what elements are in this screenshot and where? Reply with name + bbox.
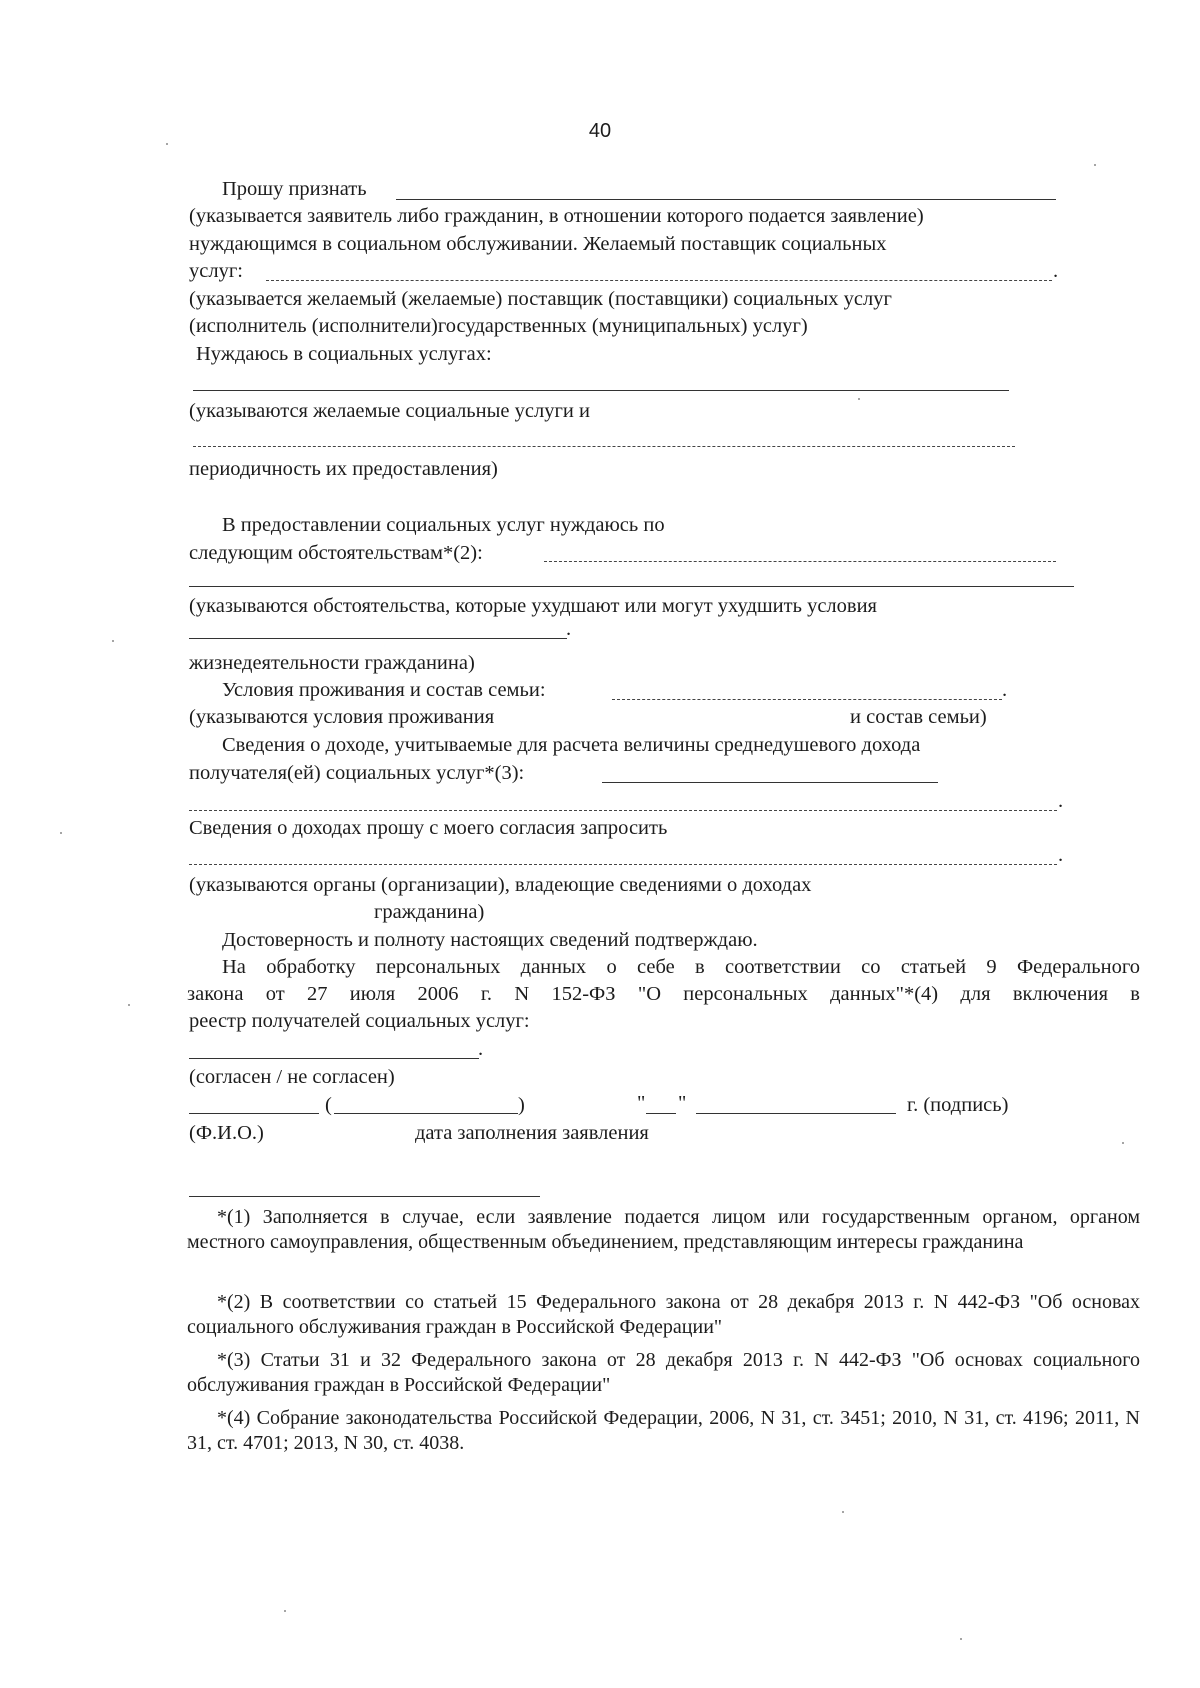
applicant-field-line xyxy=(396,199,1056,200)
living-conditions-field-line xyxy=(612,699,1002,700)
scan-speck xyxy=(1094,164,1096,166)
organs-field-line xyxy=(189,864,1057,865)
confirm-line: Достоверность и полноту настоящих сведений подтверждаю. xyxy=(222,929,758,951)
consent-line-1: На обработку персональных данных о себе в соответствии со статьей 9 Федерального xyxy=(222,956,1140,978)
applicant-hint: (указывается заявитель либо гражданин, в отношении которого подается заявление) xyxy=(189,205,924,227)
consent-hint: (согласен / не согласен) xyxy=(189,1066,395,1088)
consent-line-3: реестр получателей социальных услуг: xyxy=(189,1010,530,1032)
consent-field-line xyxy=(189,1058,479,1059)
income-line-1: Сведения о доходе, учитываемые для расчета величины среднедушевого дохода xyxy=(222,734,921,756)
circumstances-field-line xyxy=(544,561,1056,562)
income-line-2: получателя(ей) социальных услуг*(3): xyxy=(189,762,525,784)
services-hint-2: периодичность их предоставления) xyxy=(189,458,498,480)
circumstances-line-2: следующим обстоятельствам*(2): xyxy=(189,542,483,564)
provider-hint-1: (указывается желаемый (желаемые) поставщик (поставщики) социальных услуг xyxy=(189,288,892,310)
income-field-line-2 xyxy=(189,810,1057,811)
living-hint-left: (указываются условия проживания xyxy=(189,706,495,728)
circumstances-hint-2: жизнедеятельности гражданина) xyxy=(189,652,475,674)
footnote-2: *(2) В соответствии со статьей 15 Федерального закона от 28 декабря 2013 г. N 442-ФЗ "Об основах социального обслуживания граждан в Российской Федерации" xyxy=(187,1291,1140,1338)
organs-hint-2: гражданина) xyxy=(374,901,485,923)
month-field-line xyxy=(696,1113,896,1114)
footnote-3: *(3) Статьи 31 и 32 Федерального закона от 28 декабря 2013 г. N 442-ФЗ "Об основах социального обслуживания граждан в Российской Федерации" xyxy=(187,1349,1140,1396)
fio-label: (Ф.И.О.) xyxy=(189,1122,264,1144)
fio-field-line xyxy=(189,1113,319,1114)
signature-field-line xyxy=(334,1113,518,1114)
footnote-separator xyxy=(189,1196,540,1197)
scan-speck xyxy=(60,832,62,834)
provider-hint-2: (исполнитель (исполнители)государственных (муниципальных) услуг) xyxy=(189,315,808,337)
organs-hint-1: (указываются органы (организации), владеющие сведениями о доходах xyxy=(189,874,812,896)
living-conditions-label: Условия проживания и состав семьи: xyxy=(222,679,546,701)
needy-line: нуждающимся в социальном обслуживании. Желаемый поставщик социальных xyxy=(189,233,887,255)
year-signature-label: г. (подпись) xyxy=(907,1094,1009,1116)
page-number: 40 xyxy=(588,120,612,142)
living-hint-right: и состав семьи) xyxy=(850,706,987,728)
scan-speck xyxy=(166,143,168,145)
scan-speck xyxy=(128,1004,130,1006)
day-field-line xyxy=(646,1113,676,1114)
circumstances-field-line-3 xyxy=(189,638,567,639)
services-label: услуг: xyxy=(189,260,243,282)
circumstances-field-line-2 xyxy=(189,586,1074,587)
provider-field-line xyxy=(266,280,1052,281)
footnote-1: *(1) Заполняется в случае, если заявление подается лицом или государственным органом, органом местного самоуправления, общественным объединением, представляющим интересы гражданина xyxy=(187,1206,1140,1253)
scan-speck xyxy=(960,1638,962,1640)
scan-speck xyxy=(858,398,860,400)
income-field-line xyxy=(602,782,938,783)
scan-speck xyxy=(1122,1142,1124,1144)
services-field-line xyxy=(193,390,1009,391)
quote-open: " xyxy=(637,1092,646,1114)
scan-speck xyxy=(284,1610,286,1612)
open-paren: ( xyxy=(325,1094,332,1116)
periodicity-field-line xyxy=(193,446,1015,447)
quote-close: " xyxy=(678,1092,687,1114)
request-prefix: Прошу признать xyxy=(222,178,367,200)
footnote-4: *(4) Собрание законодательства Российской Федерации, 2006, N 31, ст. 3451; 2010, N 31, ст. 4196; 2011, N 31, ст. 4701; 2013, N 30, ст. 4038. xyxy=(187,1407,1140,1454)
circumstances-hint-1: (указываются обстоятельства, которые ухудшают или могут ухудшить условия xyxy=(189,595,877,617)
services-hint-1: (указываются желаемые социальные услуги и xyxy=(189,400,590,422)
income-request: Сведения о доходах прошу с моего согласия запросить xyxy=(189,817,668,839)
date-label: дата заполнения заявления xyxy=(415,1122,649,1144)
scan-speck xyxy=(112,640,114,642)
need-services-label: Нуждаюсь в социальных услугах: xyxy=(196,343,492,365)
scan-speck xyxy=(842,1511,844,1513)
close-paren: ) xyxy=(518,1094,525,1116)
circumstances-line-1: В предоставлении социальных услуг нуждаюсь по xyxy=(222,514,665,536)
consent-line-2: закона от 27 июля 2006 г. N 152-ФЗ "О персональных данных"*(4) для включения в xyxy=(187,983,1140,1005)
document-page: 40 Прошу признать (указывается заявитель либо гражданин, в отношении которого подается заявление) нуждающимся в социальном обслуживании. Желаемый поставщик социальных услуг: . (указывается желаемый (желаемые) поставщик (поставщики) социальных услуг (исполнитель (исполнители)государственных (муниципальных) услуг) Нуждаюсь в социальных услугах: (указываются желаемые социальные услуги и периодичность их предоставления) В предоставлении социальных услуг нуждаюсь по следующим обстоятельствам*(2): (указываются обстоятельства, которые ухудшают или могут ухудшить условия . жизнедеятельности гражданина) Условия проживания и состав семьи: . (указываются условия проживания и состав семьи) Сведения о доходе, учитываемые для расчета величины среднедушевого дохода получателя(ей) социальных услуг*(3): . Сведения о доходах прошу с моего согласия запросить . (указываются органы (организации), владеющие сведениями о доходах гражданина) Достоверность и полноту настоящих сведений подтверждаю. На обработку персональных данных о себе в соответствии со статьей 9 Федерального закона от 27 июля 2006 г. N 152-ФЗ "О персональных данных"*(4) для включения в реестр получателей социальных услуг: . (согласен / не согласен) ( ) " " г. (подпись) (Ф.И.О.) дата заполнения заявления *(1) Заполняется в случае, если заявление подается лицом или государственным органом, органом местного самоуправления, общественным объединением, представляющим интересы гражданина *(2) В соответствии со статьей 15 Федерального закона от 28 декабря 2013 г. N 442-ФЗ "Об основах социального обслуживания граждан в Российской Федерации" *(3) Статьи 31 и 32 Федерального закона от 28 декабря 2013 г. N 442-ФЗ "Об основах социального обслуживания граждан в Российской Федерации" *(4) Собрание законодательства Российской Федерации, 2006, N 31, ст. 3451; 2010, N 31, ст. 4196; 2011, N 31, ст. 4701; 2013, N 30, ст. 4038. xyxy=(0,0,1200,1688)
